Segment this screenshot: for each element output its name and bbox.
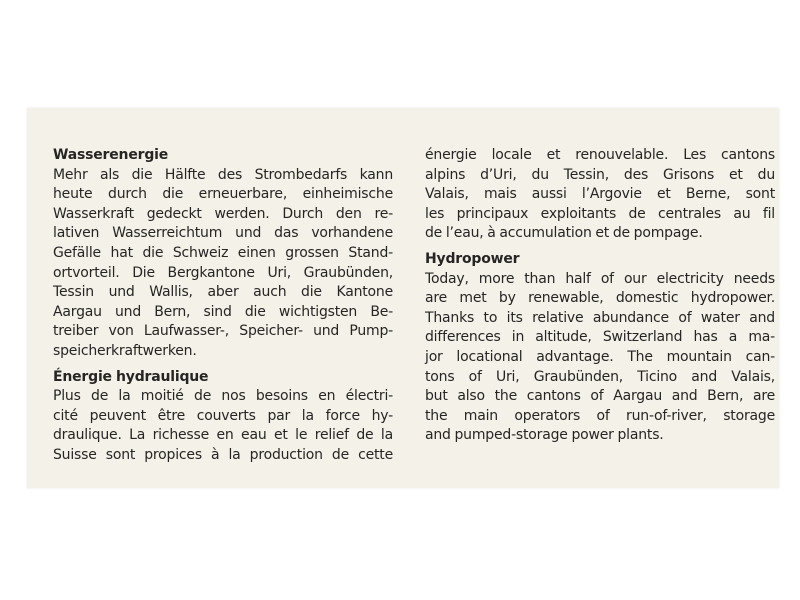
text-line: differences in altitude, Switzerland has a ma- <box>425 329 775 346</box>
text-line: Suisse sont propices à la production de cette <box>53 446 393 463</box>
text-line: are met by renewable, domestic hydropower. <box>425 290 775 307</box>
text-line: ortvorteil. Die Bergkantone Uri, Graubünden, <box>53 264 393 281</box>
paragraph-french-continued <box>425 146 775 244</box>
text-line: treiber von Laufwasser-, Speicher- und Pump- <box>53 323 393 340</box>
text-line: Thanks to its relative abundance of water and <box>425 309 775 326</box>
text-line: speicherkraftwerken. <box>53 342 197 359</box>
text-line: the main operators of run-of-river, storage <box>425 407 775 424</box>
text-line: les principaux exploitants de centrales au fil <box>425 205 775 222</box>
text-line: jor locational advantage. The mountain can- <box>425 348 775 365</box>
text-line: lativen Wasserreichtum und das vorhandene <box>53 225 393 242</box>
text-line: heute durch die erneuerbare, einheimische <box>53 186 393 203</box>
text-line: de l’eau, à accumulation et de pompage. <box>425 225 703 242</box>
heading-english: Hydropower <box>425 250 520 267</box>
text-line: Tessin und Wallis, aber auch die Kantone <box>53 284 393 301</box>
text-line: Plus de la moitié de nos besoins en électri- <box>53 388 393 405</box>
text-line: draulique. La richesse en eau et le relief de la <box>53 427 393 444</box>
text-card <box>27 108 779 488</box>
text-line: Mehr als die Hälfte des Strombedarfs kann <box>53 166 393 183</box>
text-line: cité peuvent être couverts par la force hy- <box>53 407 393 424</box>
text-line: Today, more than half of our electricity needs <box>425 270 775 287</box>
right-column <box>425 146 775 446</box>
text-line: tons of Uri, Graubünden, Ticino and Valais, <box>425 368 775 385</box>
text-line: énergie locale et renouvelable. Les cantons <box>425 147 775 163</box>
text-line: but also the cantons of Aargau and Bern, are <box>425 388 775 405</box>
text-line: Valais, mais aussi l’Argovie et Berne, sont <box>425 186 775 203</box>
text-line: alpins d’Uri, du Tessin, des Grisons et du <box>425 166 775 183</box>
text-line: Gefälle hat die Schweiz einen grossen Stand- <box>53 244 393 261</box>
left-column <box>53 146 393 466</box>
paragraph-german <box>53 166 393 362</box>
paragraph-english <box>425 270 775 446</box>
heading-german: Wasserenergie <box>53 147 169 163</box>
text-line: and pumped-storage power plants. <box>425 427 664 444</box>
text-line: Aargau und Bern, sind die wichtigsten Be- <box>53 303 393 320</box>
paragraph-french <box>53 387 393 465</box>
text-line: Wasserkraft gedeckt werden. Durch den re- <box>53 205 393 222</box>
heading-french: Énergie hydraulique <box>53 368 209 385</box>
